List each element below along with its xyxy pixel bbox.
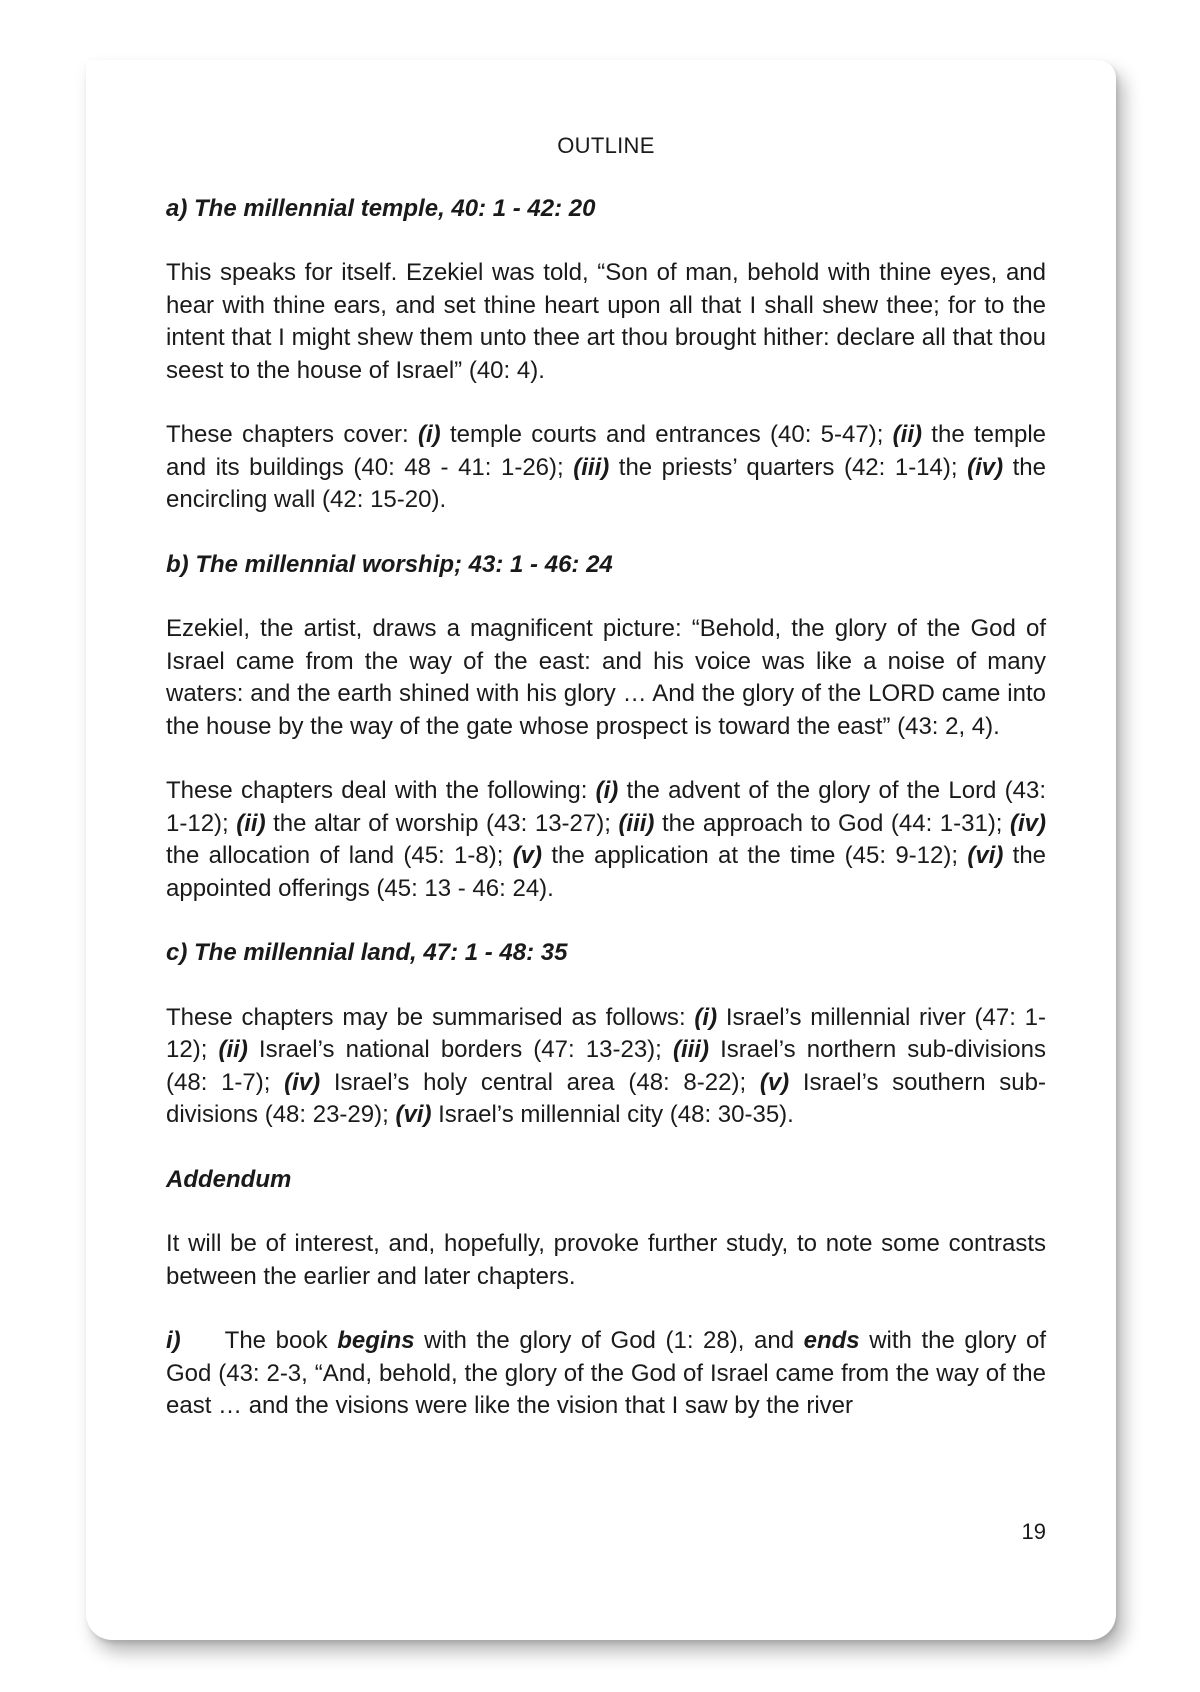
addendum-heading: Addendum [166,1165,292,1193]
section-c-heading: c) The millennial land, 47: 1 - 48: 35 [166,939,568,966]
list-marker: (iv) [1010,809,1047,837]
emphasis: ends [803,1327,860,1354]
list-marker: (iv) [967,453,1004,481]
text-run: These chapters cover: [166,421,419,448]
list-marker: (ii) [236,809,266,837]
text-run: with the glory of God (1: 28), and [414,1327,804,1354]
book-page [86,60,1116,1640]
list-marker: (iii) [618,809,655,837]
list-marker: (ii) [892,421,922,448]
section-a-paragraph-1: This speaks for itself. Ezekiel was told, “Son of man, behold with thine eyes, and hear with thine ears, and set thine heart upon all that I shall shew thee; for to the intent that I might shew them unto thee art thou brought hither: declare all that thou seest to the house of Israel” (40: 4). [166,259,1046,384]
list-marker: (v) [759,1068,790,1096]
text-run: These chapters may be summarised as follows: [166,1003,695,1031]
text-run: Israel’s northern sub-divisions (48: 1-7); [166,1036,1047,1096]
text-run: the temple and its buildings (40: 48 - 41: 1-26); [166,421,1046,481]
list-marker: (v) [512,842,543,869]
list-marker: (iii) [573,453,610,481]
section-b-paragraph-2 [166,775,1046,905]
addendum-paragraph-2 [166,1325,1046,1423]
list-marker: (i) [595,777,619,804]
text-run: Israel’s holy central area (48: 8-22); [320,1068,760,1096]
text-run: the approach to God (44: 1-31); [654,809,1011,837]
text-run: Israel’s national borders (47: 13-23); [247,1036,673,1063]
list-marker: (vi) [967,842,1004,869]
text-run: Israel’s southern sub-divisions (48: 23-29); [166,1068,1046,1128]
text-run: Israel’s millennial city (48: 30-35). [431,1101,794,1128]
text-run: These chapters deal with the following: [166,777,596,804]
text-run: temple courts and entrances (40: 5-47); [440,421,893,448]
list-marker: i) [166,1327,181,1354]
emphasis: begins [337,1327,415,1354]
list-marker: (vi) [395,1101,432,1128]
section-a-paragraph-2 [166,419,1046,517]
text-run: The book [224,1327,338,1354]
addendum-paragraph-1: It will be of interest, and, hopefully, provoke further study, to note some contrasts between the earlier and later chapters. [166,1230,1046,1290]
text-run: the priests’ quarters (42: 1-14); [609,453,968,481]
running-head: OUTLINE [557,133,655,158]
list-marker: (i) [694,1003,718,1031]
text-run: the advent of the glory of the Lord (43: 1-12); [166,777,1046,837]
section-c-paragraph-1 [166,1002,1046,1132]
text-run: the altar of worship (43: 13-27); [265,809,619,837]
section-b-heading: b) The millennial worship; 43: 1 - 46: 24 [166,550,613,578]
section-a-heading: a) The millennial temple, 40: 1 - 42: 20 [166,194,596,222]
text-run: the encircling wall (42: 15-20). [166,453,1047,513]
text-run: the appointed offerings (45: 13 - 46: 24). [166,842,1047,902]
page-number: 19 [1021,1519,1046,1544]
list-marker: (ii) [218,1036,248,1063]
page-content [166,130,1046,1455]
section-b-paragraph-1: Ezekiel, the artist, draws a magnificent picture: “Behold, the glory of the God of Israel came from the way of the east: and his voice was like a noise of many waters: and the earth shined with his glory … And the glory of the LORD came into the house by the way of the gate whose prospect is toward the east” (43: 2, 4). [166,615,1046,740]
text-run: with the glory of God (43: 2-3, “And, behold, the glory of the God of Israel came from the way of the east … and the visions were like the vision that I saw by the river [166,1327,1047,1419]
list-marker: (iii) [672,1036,709,1063]
list-marker: (iv) [284,1068,321,1096]
text-run: the allocation of land (45: 1-8); [166,842,513,869]
list-marker: (i) [418,421,441,448]
text-run: the application at the time (45: 9-12); [542,842,968,869]
text-run: Israel’s millennial river (47: 1-12); [166,1003,1047,1063]
